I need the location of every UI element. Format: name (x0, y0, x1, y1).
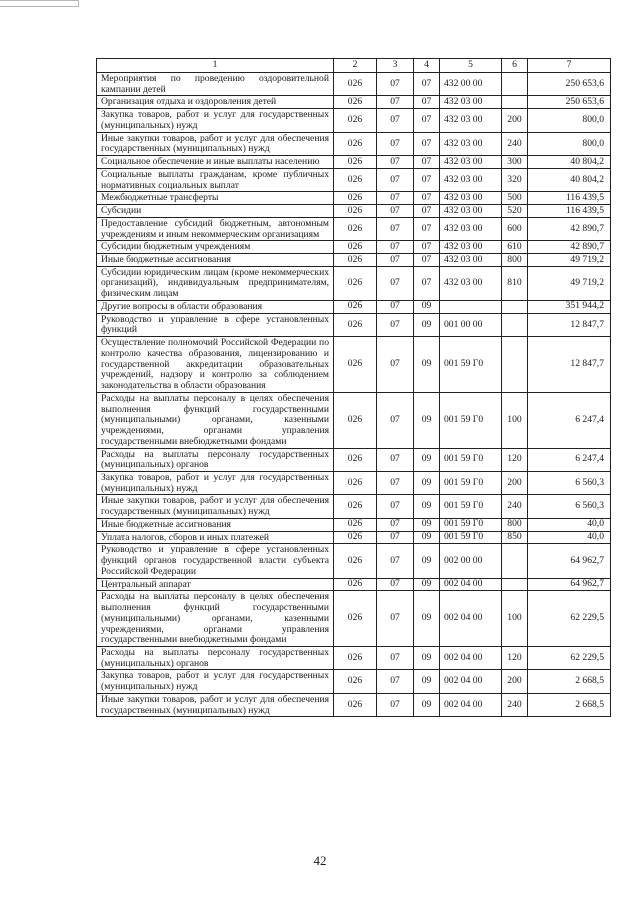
admin-code-cell: 026 (334, 156, 377, 169)
subsection-code-cell: 07 (414, 132, 440, 155)
row-name-cell: Межбюджетные трансферты (97, 192, 334, 205)
section-code-cell: 07 (377, 266, 414, 300)
target-article-code-cell: 432 03 00 (440, 156, 502, 169)
row-name-cell: Иные закупки товаров, работ и услуг для обеспечения государственных (муниципальных) нужд (97, 693, 334, 716)
target-article-code-cell: 001 59 Г0 (440, 337, 502, 393)
subsection-code-cell: 09 (414, 591, 440, 647)
admin-code-cell: 026 (334, 693, 377, 716)
table-row (97, 109, 611, 132)
section-code-cell: 07 (377, 73, 414, 96)
expense-type-code-cell (502, 313, 528, 336)
subsection-code-cell: 09 (414, 448, 440, 471)
expense-type-code-cell: 800 (502, 254, 528, 267)
table-row (97, 591, 611, 647)
section-code-cell: 07 (377, 96, 414, 109)
section-code-cell: 07 (377, 495, 414, 518)
admin-code-cell: 026 (334, 254, 377, 267)
target-article-code-cell: 002 04 00 (440, 578, 502, 591)
amount-cell: 6 247,4 (528, 392, 611, 448)
header-cell: 1 (97, 59, 334, 73)
section-code-cell: 07 (377, 646, 414, 669)
subsection-code-cell: 07 (414, 254, 440, 267)
target-article-code-cell: 432 03 00 (440, 192, 502, 205)
amount-cell: 800,0 (528, 109, 611, 132)
admin-code-cell: 026 (334, 591, 377, 647)
row-name-cell: Руководство и управление в сфере установленных функций органов государственной власти субъекта Российской Федерации (97, 544, 334, 578)
target-article-code-cell: 432 03 00 (440, 241, 502, 254)
row-name-cell: Иные бюджетные ассигнования (97, 254, 334, 267)
expense-type-code-cell: 610 (502, 241, 528, 254)
subsection-code-cell: 07 (414, 168, 440, 191)
admin-code-cell: 026 (334, 300, 377, 313)
admin-code-cell: 026 (334, 518, 377, 531)
admin-code-cell: 026 (334, 132, 377, 155)
table-row (97, 300, 611, 313)
section-code-cell: 07 (377, 392, 414, 448)
row-name-cell: Расходы на выплаты персоналу государственных (муниципальных) органов (97, 646, 334, 669)
amount-cell: 42 890,7 (528, 217, 611, 240)
expense-type-code-cell: 200 (502, 670, 528, 693)
target-article-code-cell: 432 00 00 (440, 73, 502, 96)
section-code-cell: 07 (377, 300, 414, 313)
subsection-code-cell: 09 (414, 544, 440, 578)
subsection-code-cell: 09 (414, 518, 440, 531)
subsection-code-cell: 09 (414, 693, 440, 716)
table-row (97, 132, 611, 155)
budget-table (96, 58, 611, 717)
subsection-code-cell: 09 (414, 337, 440, 393)
table-row (97, 448, 611, 471)
admin-code-cell: 026 (334, 313, 377, 336)
admin-code-cell: 026 (334, 73, 377, 96)
expense-type-code-cell: 810 (502, 266, 528, 300)
expense-type-code-cell: 300 (502, 156, 528, 169)
subsection-code-cell: 07 (414, 192, 440, 205)
section-code-cell: 07 (377, 254, 414, 267)
table-row (97, 392, 611, 448)
subsection-code-cell: 09 (414, 670, 440, 693)
row-name-cell: Организация отдыха и оздоровления детей (97, 96, 334, 109)
expense-type-code-cell (502, 337, 528, 393)
target-article-code-cell: 432 03 00 (440, 109, 502, 132)
section-code-cell: 07 (377, 241, 414, 254)
target-article-code-cell: 002 04 00 (440, 670, 502, 693)
admin-code-cell: 026 (334, 96, 377, 109)
admin-code-cell: 026 (334, 495, 377, 518)
table-header (97, 59, 611, 73)
admin-code-cell: 026 (334, 266, 377, 300)
section-code-cell: 07 (377, 578, 414, 591)
subsection-code-cell: 09 (414, 392, 440, 448)
expense-type-code-cell (502, 578, 528, 591)
table-row (97, 518, 611, 531)
admin-code-cell: 026 (334, 337, 377, 393)
table-row (97, 96, 611, 109)
section-code-cell: 07 (377, 591, 414, 647)
amount-cell: 2 668,5 (528, 693, 611, 716)
subsection-code-cell: 09 (414, 300, 440, 313)
expense-type-code-cell: 100 (502, 392, 528, 448)
amount-cell: 62 229,5 (528, 591, 611, 647)
row-name-cell: Иные закупки товаров, работ и услуг для обеспечения государственных (муниципальных) нужд (97, 132, 334, 155)
row-name-cell: Закупка товаров, работ и услуг для государственных (муниципальных) нужд (97, 471, 334, 494)
row-name-cell: Мероприятия по проведению оздоровительной кампании детей (97, 73, 334, 96)
section-code-cell: 07 (377, 670, 414, 693)
amount-cell: 40,0 (528, 531, 611, 544)
row-name-cell: Иные закупки товаров, работ и услуг для обеспечения государственных (муниципальных) нужд (97, 495, 334, 518)
amount-cell: 351 944,2 (528, 300, 611, 313)
admin-code-cell: 026 (334, 471, 377, 494)
section-code-cell: 07 (377, 109, 414, 132)
subsection-code-cell: 09 (414, 646, 440, 669)
expense-type-code-cell: 320 (502, 168, 528, 191)
row-name-cell: Социальное обеспечение и иные выплаты населению (97, 156, 334, 169)
row-name-cell: Другие вопросы в области образования (97, 300, 334, 313)
target-article-code-cell: 432 03 00 (440, 205, 502, 218)
expense-type-code-cell: 240 (502, 495, 528, 518)
table-row (97, 205, 611, 218)
subsection-code-cell: 07 (414, 73, 440, 96)
table-row (97, 531, 611, 544)
row-name-cell: Иные бюджетные ассигнования (97, 518, 334, 531)
amount-cell: 250 653,6 (528, 73, 611, 96)
page-number: 42 (313, 853, 327, 868)
table-row (97, 337, 611, 393)
target-article-code-cell: 001 59 Г0 (440, 448, 502, 471)
section-code-cell: 07 (377, 132, 414, 155)
section-code-cell: 07 (377, 471, 414, 494)
amount-cell: 49 719,2 (528, 254, 611, 267)
target-article-code-cell: 002 04 00 (440, 591, 502, 647)
section-code-cell: 07 (377, 693, 414, 716)
amount-cell: 40 804,2 (528, 156, 611, 169)
subsection-code-cell: 07 (414, 205, 440, 218)
section-code-cell: 07 (377, 205, 414, 218)
row-name-cell: Закупка товаров, работ и услуг для государственных (муниципальных) нужд (97, 109, 334, 132)
table-row (97, 266, 611, 300)
table-row (97, 313, 611, 336)
subsection-code-cell: 09 (414, 531, 440, 544)
admin-code-cell: 026 (334, 531, 377, 544)
admin-code-cell: 026 (334, 578, 377, 591)
admin-code-cell: 026 (334, 448, 377, 471)
target-article-code-cell: 432 03 00 (440, 217, 502, 240)
expense-type-code-cell: 240 (502, 693, 528, 716)
target-article-code-cell: 432 03 00 (440, 168, 502, 191)
expense-type-code-cell: 240 (502, 132, 528, 155)
target-article-code-cell: 002 04 00 (440, 693, 502, 716)
amount-cell: 40,0 (528, 518, 611, 531)
header-cell: 6 (502, 59, 528, 73)
row-name-cell: Субсидии юридическим лицам (кроме некоммерческих организаций), индивидуальным предпринимателям, физическим лицам (97, 266, 334, 300)
table-row (97, 670, 611, 693)
amount-cell: 6 247,4 (528, 448, 611, 471)
amount-cell: 64 962,7 (528, 578, 611, 591)
expense-type-code-cell (502, 73, 528, 96)
subsection-code-cell: 07 (414, 156, 440, 169)
expense-type-code-cell: 800 (502, 518, 528, 531)
expense-type-code-cell: 100 (502, 591, 528, 647)
table-row (97, 217, 611, 240)
table-row (97, 168, 611, 191)
table-row (97, 578, 611, 591)
section-code-cell: 07 (377, 448, 414, 471)
admin-code-cell: 026 (334, 392, 377, 448)
section-code-cell: 07 (377, 518, 414, 531)
section-code-cell: 07 (377, 217, 414, 240)
target-article-code-cell: 001 59 Г0 (440, 518, 502, 531)
row-name-cell: Социальные выплаты гражданам, кроме публичных нормативных социальных выплат (97, 168, 334, 191)
expense-type-code-cell (502, 96, 528, 109)
section-code-cell: 07 (377, 531, 414, 544)
admin-code-cell: 026 (334, 217, 377, 240)
page-edge-mark (0, 0, 79, 7)
amount-cell: 6 560,3 (528, 471, 611, 494)
subsection-code-cell: 07 (414, 241, 440, 254)
admin-code-cell: 026 (334, 646, 377, 669)
section-code-cell: 07 (377, 168, 414, 191)
target-article-code-cell (440, 300, 502, 313)
table-row (97, 156, 611, 169)
subsection-code-cell: 07 (414, 217, 440, 240)
amount-cell: 12 847,7 (528, 337, 611, 393)
row-name-cell: Расходы на выплаты персоналу государственных (муниципальных) органов (97, 448, 334, 471)
table-row (97, 73, 611, 96)
target-article-code-cell: 002 00 00 (440, 544, 502, 578)
expense-type-code-cell: 520 (502, 205, 528, 218)
table-row (97, 241, 611, 254)
expense-type-code-cell: 500 (502, 192, 528, 205)
row-name-cell: Предоставление субсидий бюджетным, автономным учреждениям и иным некоммерческим организациям (97, 217, 334, 240)
row-name-cell: Уплата налогов, сборов и иных платежей (97, 531, 334, 544)
header-cell: 7 (528, 59, 611, 73)
expense-type-code-cell: 600 (502, 217, 528, 240)
expense-type-code-cell: 120 (502, 646, 528, 669)
amount-cell: 40 804,2 (528, 168, 611, 191)
amount-cell: 12 847,7 (528, 313, 611, 336)
row-name-cell: Закупка товаров, работ и услуг для государственных (муниципальных) нужд (97, 670, 334, 693)
expense-type-code-cell (502, 300, 528, 313)
target-article-code-cell: 001 59 Г0 (440, 531, 502, 544)
row-name-cell: Центральный аппарат (97, 578, 334, 591)
admin-code-cell: 026 (334, 544, 377, 578)
header-cell: 3 (377, 59, 414, 73)
subsection-code-cell: 09 (414, 313, 440, 336)
admin-code-cell: 026 (334, 205, 377, 218)
amount-cell: 800,0 (528, 132, 611, 155)
admin-code-cell: 026 (334, 241, 377, 254)
amount-cell: 116 439,5 (528, 192, 611, 205)
amount-cell: 62 229,5 (528, 646, 611, 669)
table-row (97, 495, 611, 518)
section-code-cell: 07 (377, 337, 414, 393)
table-row (97, 544, 611, 578)
target-article-code-cell: 002 04 00 (440, 646, 502, 669)
amount-cell: 116 439,5 (528, 205, 611, 218)
subsection-code-cell: 07 (414, 96, 440, 109)
subsection-code-cell: 09 (414, 471, 440, 494)
target-article-code-cell: 001 59 Г0 (440, 471, 502, 494)
expense-type-code-cell (502, 544, 528, 578)
section-code-cell: 07 (377, 156, 414, 169)
row-name-cell: Расходы на выплаты персоналу в целях обеспечения выполнения функций государственными (муниципальными) органами, казенными учреждениями, органами управления государственными внебюджетными фондами (97, 392, 334, 448)
target-article-code-cell: 432 03 00 (440, 96, 502, 109)
amount-cell: 6 560,3 (528, 495, 611, 518)
subsection-code-cell: 09 (414, 578, 440, 591)
admin-code-cell: 026 (334, 109, 377, 132)
table-row (97, 471, 611, 494)
amount-cell: 64 962,7 (528, 544, 611, 578)
expense-type-code-cell: 200 (502, 109, 528, 132)
header-cell: 2 (334, 59, 377, 73)
row-name-cell: Руководство и управление в сфере установленных функций (97, 313, 334, 336)
target-article-code-cell: 001 59 Г0 (440, 495, 502, 518)
section-code-cell: 07 (377, 313, 414, 336)
expense-type-code-cell: 850 (502, 531, 528, 544)
target-article-code-cell: 432 03 00 (440, 254, 502, 267)
table-row (97, 693, 611, 716)
section-code-cell: 07 (377, 544, 414, 578)
target-article-code-cell: 001 00 00 (440, 313, 502, 336)
amount-cell: 49 719,2 (528, 266, 611, 300)
row-name-cell: Осуществление полномочий Российской Федерации по контролю качества образования, лицензированию и государственной аккредитации образовательных учреждений, надзору и контролю за соблюдением законодательства в области образования (97, 337, 334, 393)
subsection-code-cell: 07 (414, 109, 440, 132)
table-row (97, 254, 611, 267)
table-row (97, 646, 611, 669)
section-code-cell: 07 (377, 192, 414, 205)
amount-cell: 250 653,6 (528, 96, 611, 109)
admin-code-cell: 026 (334, 168, 377, 191)
row-name-cell: Субсидии бюджетным учреждениям (97, 241, 334, 254)
subsection-code-cell: 09 (414, 495, 440, 518)
expense-type-code-cell: 120 (502, 448, 528, 471)
target-article-code-cell: 001 59 Г0 (440, 392, 502, 448)
row-name-cell: Расходы на выплаты персоналу в целях обеспечения выполнения функций государственными (муниципальными) органами, казенными учреждениями, органами управления государственными внебюджетными фондами (97, 591, 334, 647)
row-name-cell: Субсидии (97, 205, 334, 218)
table-row (97, 192, 611, 205)
header-cell: 4 (414, 59, 440, 73)
expense-type-code-cell: 200 (502, 471, 528, 494)
amount-cell: 2 668,5 (528, 670, 611, 693)
amount-cell: 42 890,7 (528, 241, 611, 254)
target-article-code-cell: 432 03 00 (440, 266, 502, 300)
header-cell: 5 (440, 59, 502, 73)
admin-code-cell: 026 (334, 670, 377, 693)
table-body (97, 73, 611, 717)
subsection-code-cell: 07 (414, 266, 440, 300)
admin-code-cell: 026 (334, 192, 377, 205)
header-row (97, 59, 611, 73)
target-article-code-cell: 432 03 00 (440, 132, 502, 155)
